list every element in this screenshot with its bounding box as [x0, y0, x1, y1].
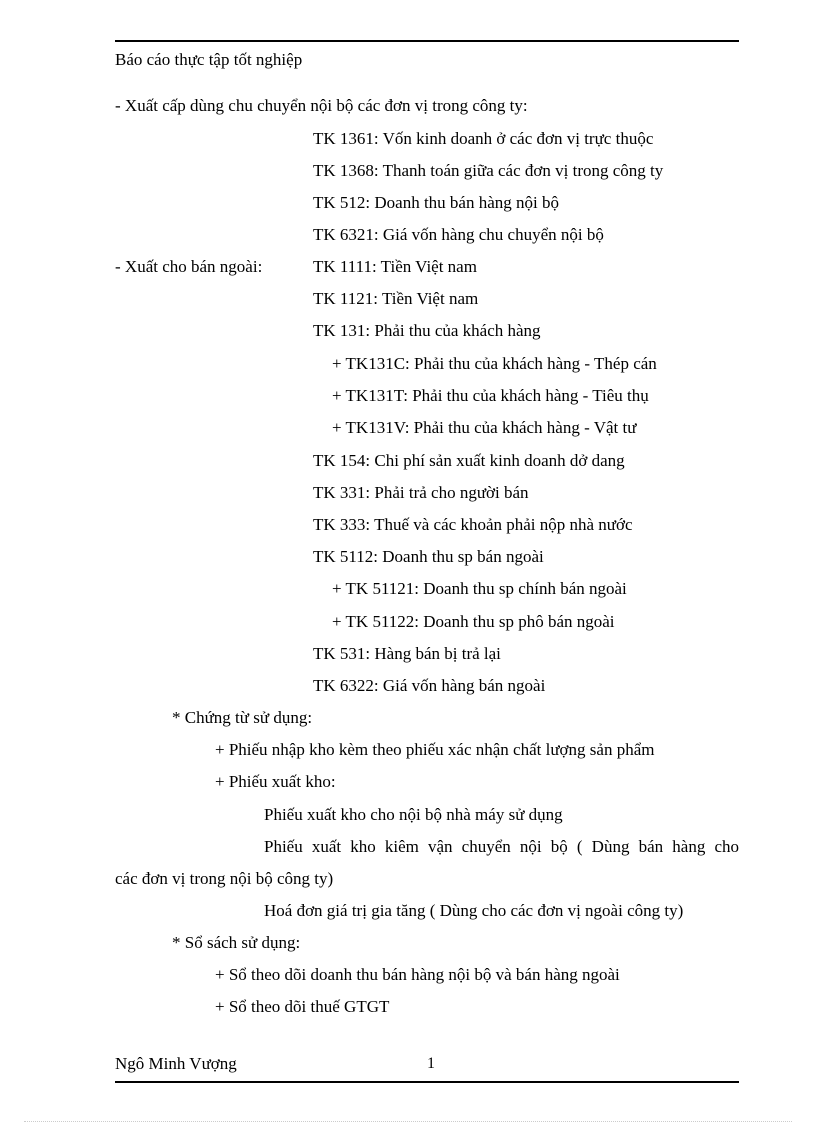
account-line: TK 6322: Giá vốn hàng bán ngoài: [313, 676, 546, 695]
document-item: + Phiếu nhập kho kèm theo phiếu xác nhận chất lượng sản phẩm: [215, 740, 655, 759]
account-line: TK 154: Chi phí sản xuất kinh doanh dở dang: [313, 451, 625, 470]
book-item: + Sổ theo dõi thuế GTGT: [215, 997, 390, 1016]
account-line: TK 1121: Tiền Việt nam: [313, 289, 479, 308]
account-line: TK 333: Thuế và các khoản phải nộp nhà nước: [313, 515, 633, 534]
header-rule: [115, 40, 739, 42]
sub-account-line: + TK131V: Phải thu của khách hàng - Vật tư: [332, 418, 637, 437]
sub-account-line: + TK131C: Phải thu của khách hàng - Thép cán: [332, 354, 657, 373]
document-sub-item: Phiếu xuất kho cho nội bộ nhà máy sử dụng: [264, 805, 563, 824]
account-line: TK 512: Doanh thu bán hàng nội bộ: [313, 193, 559, 212]
book-item: + Sổ theo dõi doanh thu bán hàng nội bộ và bán hàng ngoài: [215, 965, 620, 984]
external-label: - Xuất cho bán ngoài:: [115, 257, 263, 276]
account-line: TK 1361: Vốn kinh doanh ở các đơn vị trực thuộc: [313, 129, 654, 148]
account-line: TK 1368: Thanh toán giữa các đơn vị trong công ty: [313, 161, 664, 180]
books-heading: * Sổ sách sử dụng:: [172, 933, 301, 952]
page-number: 1: [427, 1055, 435, 1072]
document-sub-item-continued: các đơn vị trong nội bộ công ty): [115, 869, 334, 888]
account-line: TK 531: Hàng bán bị trả lại: [313, 644, 501, 663]
account-line: TK 131: Phải thu của khách hàng: [313, 321, 541, 340]
footer-author: Ngô Minh Vượng: [115, 1054, 237, 1073]
account-line: TK 6321: Giá vốn hàng chu chuyển nội bộ: [313, 225, 604, 244]
document-sub-item: Phiếu xuất kho kiêm vận chuyển nội bộ ( Dùng bán hàng cho: [264, 837, 739, 856]
footer-rule: [115, 1081, 739, 1083]
header-title: Báo cáo thực tập tốt nghiệp: [115, 50, 303, 69]
sub-account-line: + TK 51121: Doanh thu sp chính bán ngoài: [332, 579, 627, 598]
internal-issue-heading: - Xuất cấp dùng chu chuyển nội bộ các đơn vị trong công ty:: [115, 96, 528, 115]
document-item: + Phiếu xuất kho:: [215, 772, 336, 791]
documents-heading: * Chứng từ sử dụng:: [172, 708, 313, 727]
account-line: TK 1111: Tiền Việt nam: [313, 257, 477, 276]
sub-account-line: + TK131T: Phải thu của khách hàng - Tiêu thụ: [332, 386, 649, 405]
account-line: TK 331: Phải trả cho người bán: [313, 483, 529, 502]
document-sub-item: Hoá đơn giá trị gia tăng ( Dùng cho các đơn vị ngoài công ty): [264, 901, 684, 920]
sub-account-line: + TK 51122: Doanh thu sp phô bán ngoài: [332, 612, 615, 631]
page-edge-divider: [24, 1121, 792, 1122]
account-line: TK 5112: Doanh thu sp bán ngoài: [313, 547, 544, 566]
